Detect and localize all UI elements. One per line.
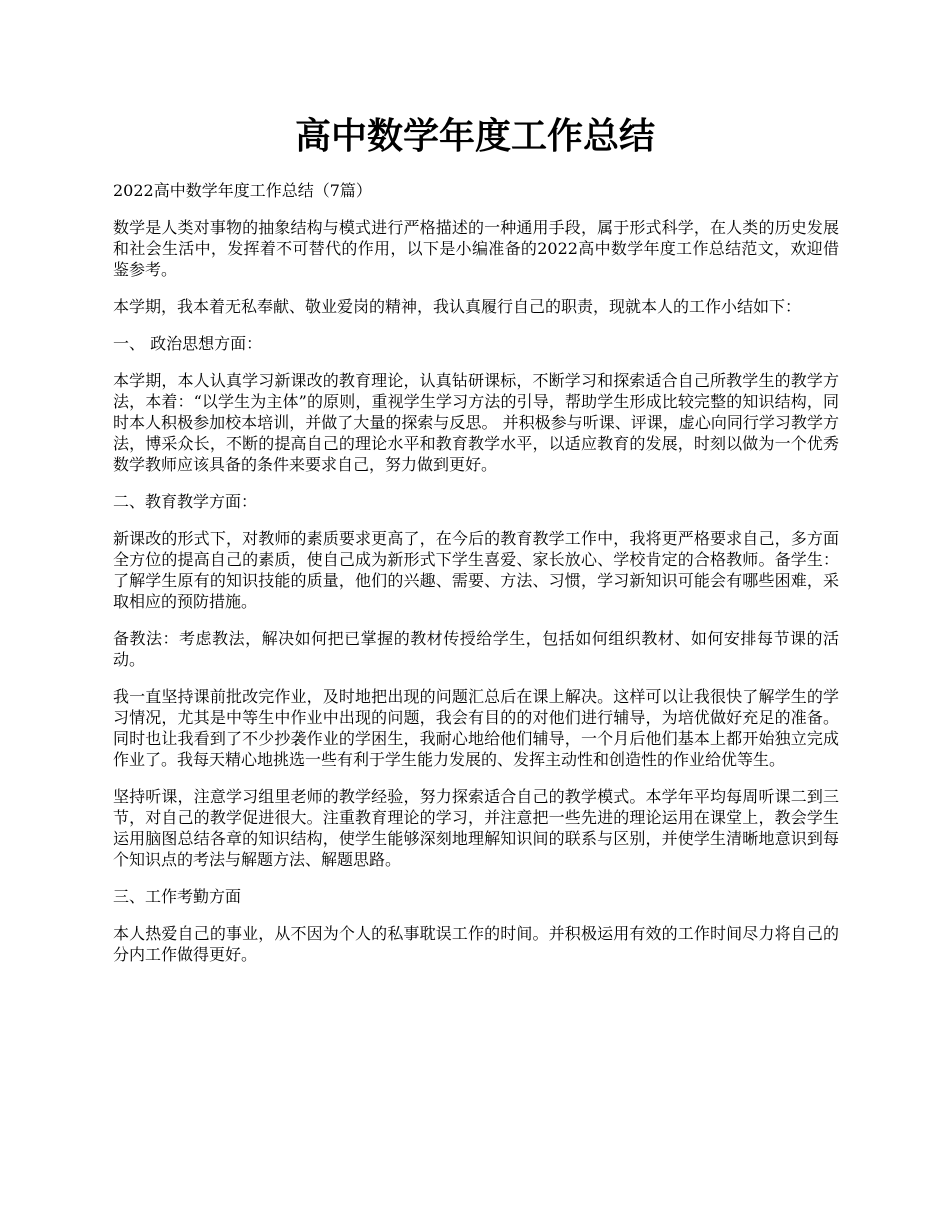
document-body: [113, 180, 839, 981]
body-paragraph: 本学期，本人认真学习新课改的教育理论，认真钻研课标，不断学习和探索适合自己所教学生的教学方法，本着：“以学生为主体”的原则，重视学生学习方法的引导，帮助学生形成比较完整的知识结构，同时本人积极参加校本培训，并做了大量的探索与反思。 并积极参与听课、评课，虚心向同行学习教学方法，博采众长，不断的提高自己的理论水平和教育教学水平，以适应教育的发展，时刻以做为一个优秀数学教师应该具备的条件来要求自己，努力做到更好。: [113, 371, 839, 474]
section-heading-teaching: 二、教育教学方面：: [113, 492, 258, 511]
section-heading-attendance: 三、工作考勤方面: [113, 887, 242, 906]
body-paragraph: 坚持听课，注意学习组里老师的教学经验，努力探索适合自己的教学模式。本学年平均每周听课二到三节，对自己的教学促进很大。注重教育理论的学习，并注意把一些先进的理论运用在课堂上，教会学生运用脑图总结各章的知识结构，使学生能够深刻地理解知识间的联系与区别，并使学生清晰地意识到每个知识点的考法与解题方法、解题思路。: [113, 787, 839, 869]
body-paragraph: 我一直坚持课前批改完作业，及时地把出现的问题汇总后在课上解决。这样可以让我很快了解学生的学习情况，尤其是中等生中作业中出现的问题，我会有目的的对他们进行辅导，为培优做好充足的准备。同时也让我看到了不少抄袭作业的学困生，我耐心地给他们辅导，一个月后他们基本上都开始独立完成作业了。我每天精心地挑选一些有利于学生能力发展的、发挥主动性和创造性的作业给优等生。: [113, 687, 839, 769]
body-paragraph: 本人热爱自己的事业，从不因为个人的私事耽误工作的时间。并积极运用有效的工作时间尽力将自己的分内工作做得更好。: [113, 924, 839, 964]
subtitle-paragraph: 2022高中数学年度工作总结（7篇）: [113, 181, 372, 200]
intro-paragraph: 数学是人类对事物的抽象结构与模式进行严格描述的一种通用手段，属于形式科学，在人类的历史发展和社会生活中，发挥着不可替代的作用，以下是小编准备的2022高中数学年度工作总结范文，欢迎借鉴参考。: [113, 218, 839, 279]
section-heading-politics: 一、 政治思想方面：: [113, 334, 263, 353]
document-title: 高中数学年度工作总结: [294, 115, 655, 157]
body-paragraph: 备教法：考虑教法，解决如何把已掌握的教材传授给学生，包括如何组织教材、如何安排每节课的活动。: [113, 629, 839, 669]
opening-paragraph: 本学期，我本着无私奉献、敬业爱岗的精神，我认真履行自己的职责，现就本人的工作小结如下：: [113, 297, 802, 316]
body-paragraph: 新课改的形式下，对教师的素质要求更高了，在今后的教育教学工作中，我将更严格要求自己，多方面全方位的提高自己的素质，使自己成为新形式下学生喜爱、家长放心、学校肯定的合格教师。备学生：了解学生原有的知识技能的质量，他们的兴趣、需要、方法、习惯，学习新知识可能会有哪些困难，采取相应的预防措施。: [113, 529, 839, 611]
